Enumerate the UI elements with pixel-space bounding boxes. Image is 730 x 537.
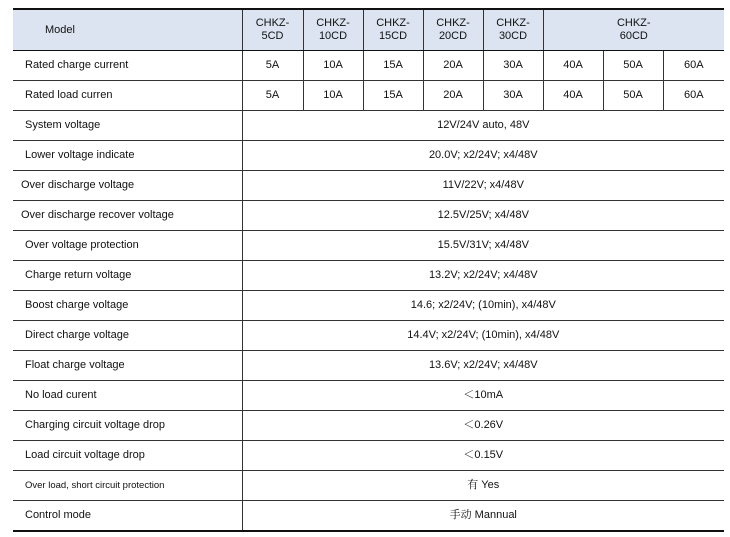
row-label: System voltage (13, 111, 242, 141)
value-cell: 12V/24V auto, 48V (242, 111, 724, 141)
value-cell: 15.5V/31V; x4/48V (242, 231, 724, 261)
value-cell: 有 Yes (242, 471, 724, 501)
value-cell: 13.2V; x2/24V; x4/48V (242, 261, 724, 291)
value-cell: 10A (303, 51, 363, 81)
value-cell: 40A (543, 51, 603, 81)
table-row (13, 381, 724, 411)
row-label: Over load, short circuit protection (13, 471, 242, 501)
value-cell: 14.6; x2/24V; (10min), x4/48V (242, 291, 724, 321)
value-cell: 15A (363, 51, 423, 81)
table-row (13, 441, 724, 471)
model-header-cell: CHKZ- 20CD (423, 9, 483, 51)
value-cell: 14.4V; x2/24V; (10min), x4/48V (242, 321, 724, 351)
value-cell: 5A (242, 51, 303, 81)
model-header-cell: CHKZ- 30CD (483, 9, 543, 51)
table-row (13, 471, 724, 501)
value-cell: 12.5V/25V; x4/48V (242, 201, 724, 231)
value-cell: ＜10mA (242, 381, 724, 411)
row-label: Over discharge recover voltage (13, 201, 242, 231)
value-cell: 5A (242, 81, 303, 111)
value-cell: 40A (543, 81, 603, 111)
row-label: Float charge voltage (13, 351, 242, 381)
value-cell: 20.0V; x2/24V; x4/48V (242, 141, 724, 171)
table-row (13, 171, 724, 201)
row-label: Rated load curren (13, 81, 242, 111)
value-cell: 30A (483, 81, 543, 111)
table-row (13, 411, 724, 441)
row-label: Boost charge voltage (13, 291, 242, 321)
table-row (13, 81, 724, 111)
table-row (13, 141, 724, 171)
value-cell: 60A (663, 51, 724, 81)
table-row (13, 231, 724, 261)
table-header-row (13, 9, 724, 51)
row-label: Rated charge current (13, 51, 242, 81)
row-label: Over discharge voltage (13, 171, 242, 201)
row-label: Lower voltage indicate (13, 141, 242, 171)
row-label: Load circuit voltage drop (13, 441, 242, 471)
value-cell: 13.6V; x2/24V; x4/48V (242, 351, 724, 381)
row-label: Charge return voltage (13, 261, 242, 291)
row-label: No load curent (13, 381, 242, 411)
model-header-cell: CHKZ- 15CD (363, 9, 423, 51)
value-cell: 60A (663, 81, 724, 111)
value-cell: 50A (603, 51, 663, 81)
value-cell: 20A (423, 81, 483, 111)
row-label: Control mode (13, 501, 242, 532)
model-header-cell: CHKZ- 10CD (303, 9, 363, 51)
row-label: Direct charge voltage (13, 321, 242, 351)
value-cell: 15A (363, 81, 423, 111)
row-label: Over voltage protection (13, 231, 242, 261)
value-cell: ＜0.26V (242, 411, 724, 441)
table-row (13, 351, 724, 381)
table-row (13, 261, 724, 291)
value-cell: 20A (423, 51, 483, 81)
value-cell: 30A (483, 51, 543, 81)
value-cell: ＜0.15V (242, 441, 724, 471)
value-cell: 10A (303, 81, 363, 111)
spec-table (13, 8, 724, 532)
table-row (13, 201, 724, 231)
row-label: Charging circuit voltage drop (13, 411, 242, 441)
table-row (13, 111, 724, 141)
value-cell: 50A (603, 81, 663, 111)
table-row (13, 51, 724, 81)
table-row (13, 291, 724, 321)
model-header: Model (13, 9, 242, 51)
table-row (13, 501, 724, 532)
model-header-cell: CHKZ- 5CD (242, 9, 303, 51)
value-cell: 手动 Mannual (242, 501, 724, 532)
table-row (13, 321, 724, 351)
value-cell: 11V/22V; x4/48V (242, 171, 724, 201)
model-header-cell: CHKZ- 60CD (543, 9, 724, 51)
